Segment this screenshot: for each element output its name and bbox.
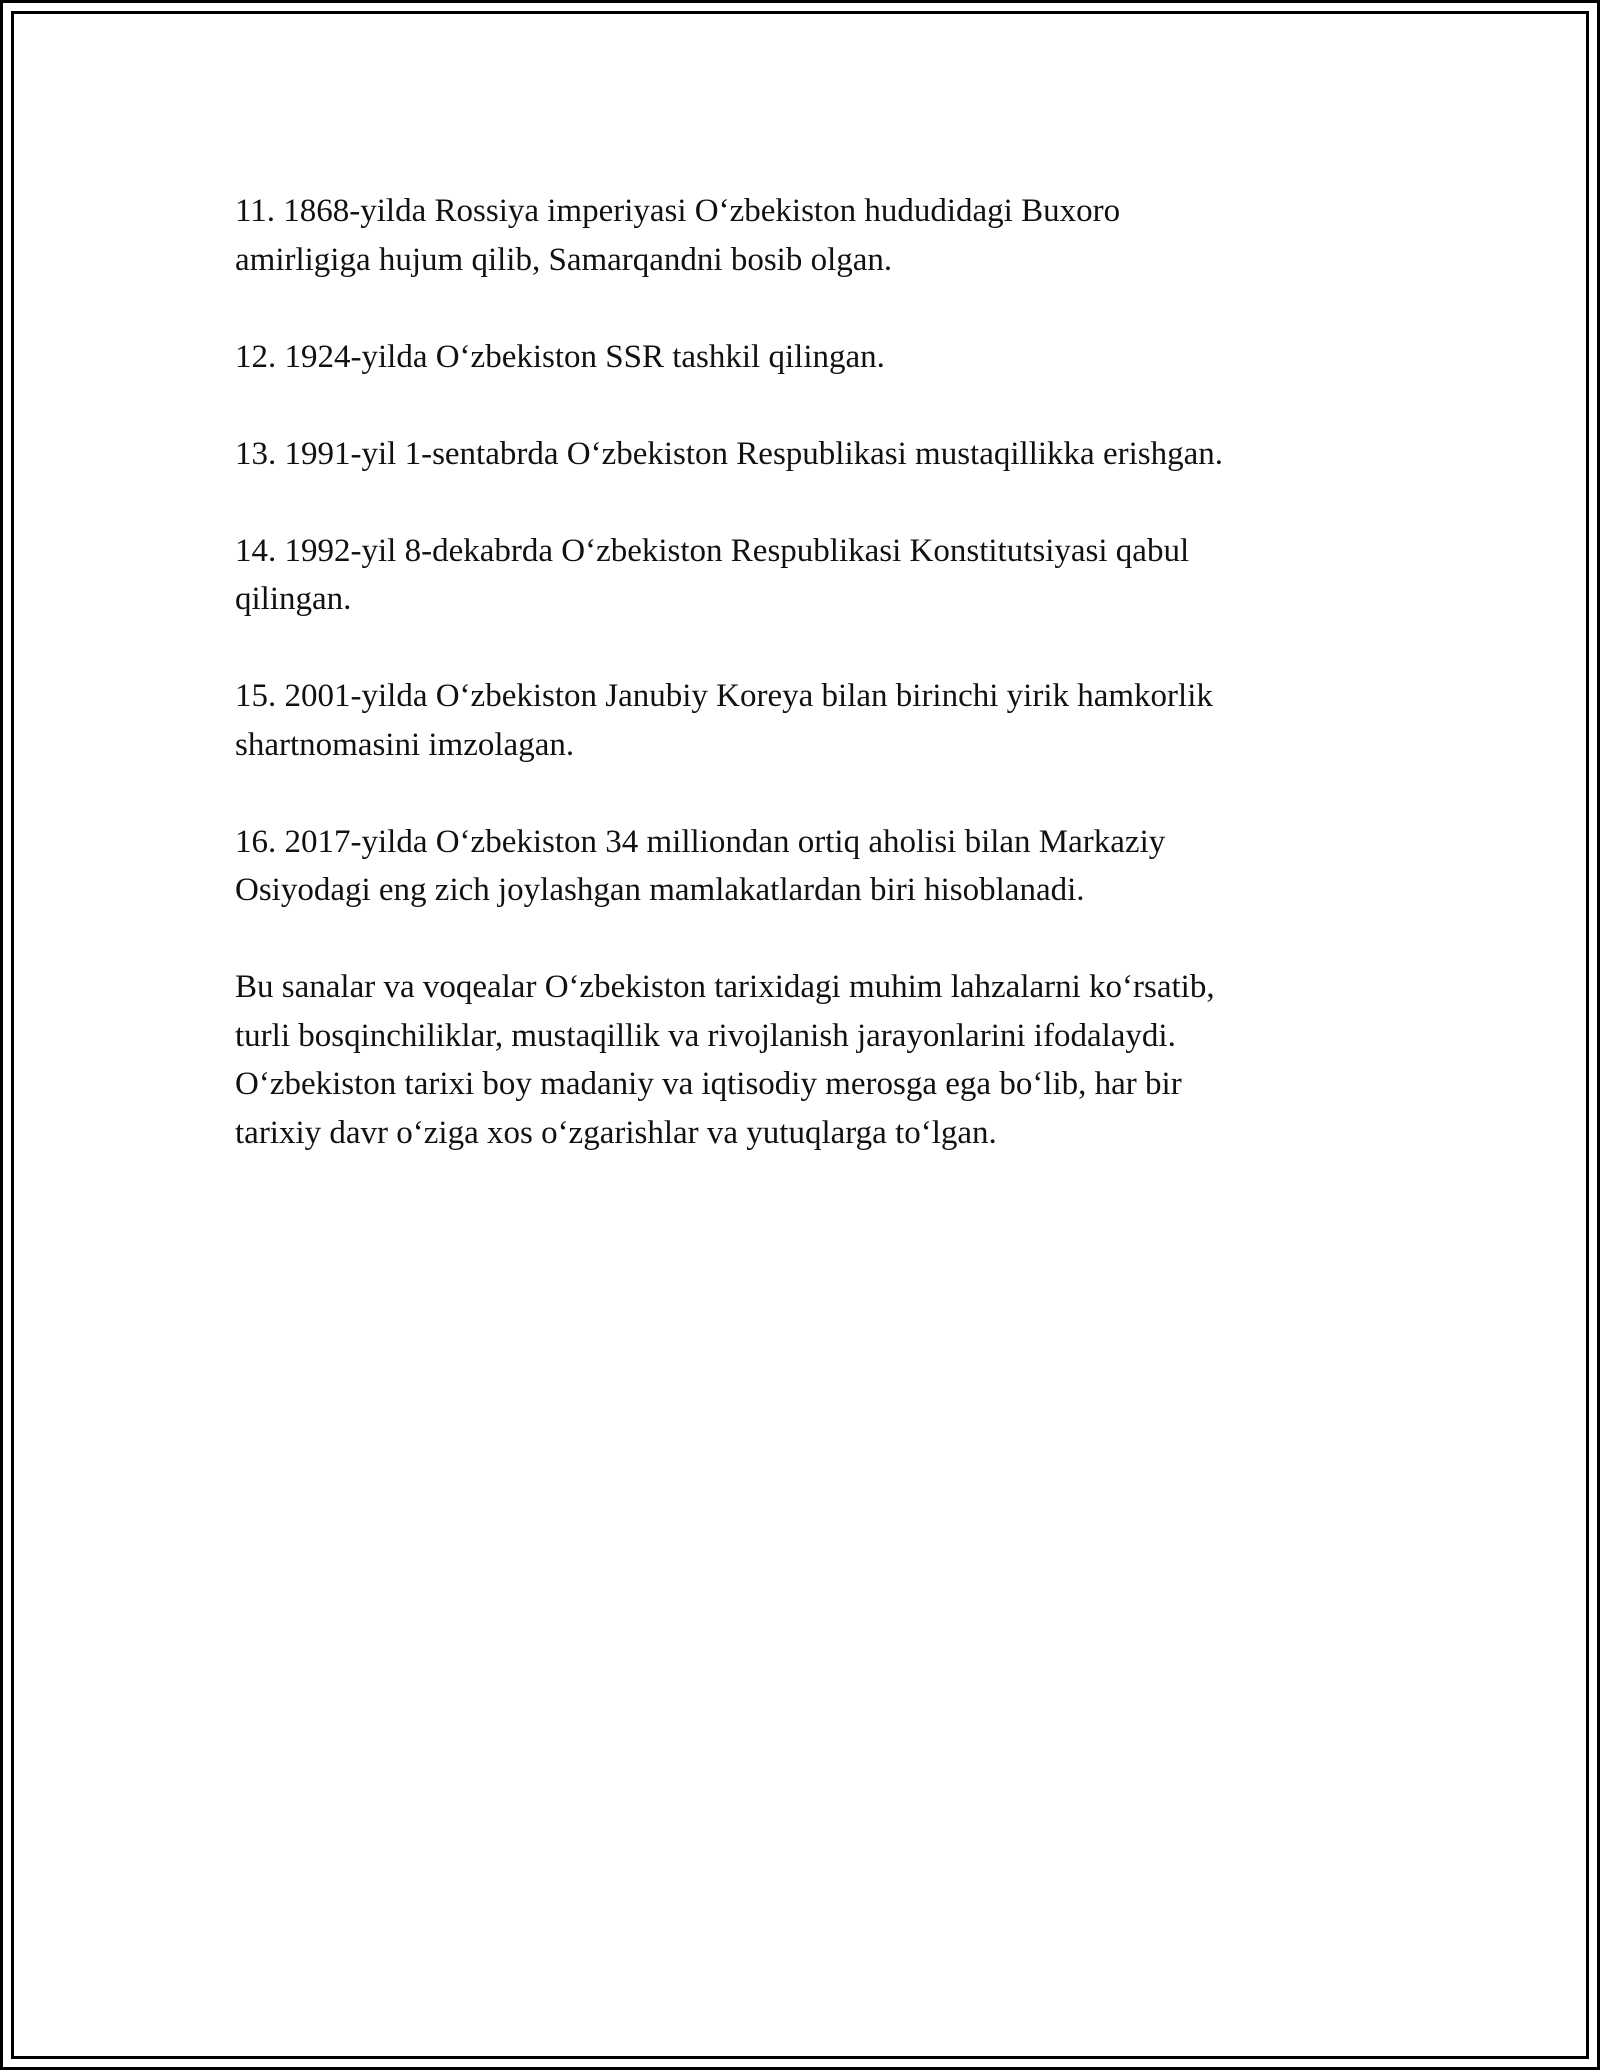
paragraph-item-12: 12. 1924-yilda O‘zbekiston SSR tashkil qilingan. — [235, 338, 885, 375]
document-body — [235, 187, 1365, 1206]
paragraph-item-11: 11. 1868-yilda Rossiya imperiyasi O‘zbekiston hududidagi Buxoro amirligiga hujum qilib, Samarqandni bosib olgan. — [235, 193, 1121, 278]
paragraph-item-16: 16. 2017-yilda O‘zbekiston 34 milliondan ortiq aholisi bilan Markaziy Osiyodagi eng zich joylashgan mamlakatlardan biri hisoblanadi. — [235, 823, 1166, 908]
paragraph-item-14: 14. 1992-yil 8-dekabrda O‘zbekiston Respublikasi Konstitutsiyasi qabul qilingan. — [235, 532, 1190, 617]
paragraph-conclusion: Bu sanalar va voqealar O‘zbekiston tarixidagi muhim lahzalarni ko‘rsatib, turli bosqinchiliklar, mustaqillik va rivojlanish jarayonlarini ifodalaydi. O‘zbekiston tarixi boy madaniy va iqtisodiy merosga ega bo‘lib, har bir tarixiy davr o‘ziga xos o‘zgarishlar va yutuqlarga to‘lgan. — [235, 969, 1215, 1151]
paragraph-item-15: 15. 2001-yilda O‘zbekiston Janubiy Koreya bilan birinchi yirik hamkorlik shartnomasini imzolagan. — [235, 678, 1213, 763]
paragraph-item-13: 13. 1991-yil 1-sentabrda O‘zbekiston Respublikasi mustaqillikka erishgan. — [235, 435, 1223, 472]
